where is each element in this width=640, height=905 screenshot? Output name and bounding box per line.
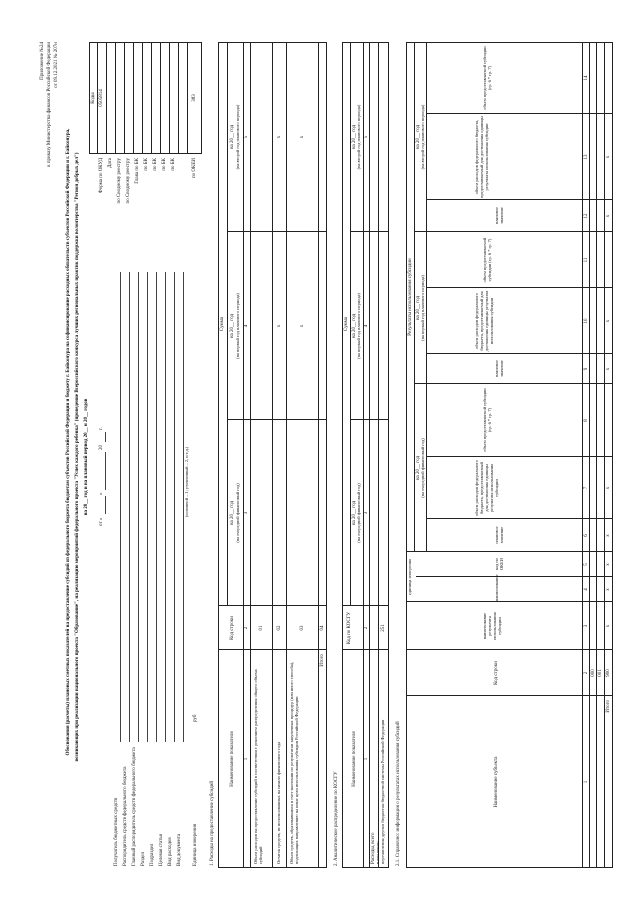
s1-header-y1: на 20__ год bbox=[230, 500, 235, 526]
s2-colnum: 2 bbox=[364, 626, 369, 630]
s3-header-group: Результаты использования субсидии bbox=[408, 258, 413, 336]
s2-total-label: Расходы, всего bbox=[371, 832, 376, 864]
s3-total-x: x bbox=[606, 319, 611, 323]
s3-header-result-name: наименование результата использования субсидии bbox=[482, 612, 503, 640]
s2-header-y1-sub: (на очередной финансовый год) bbox=[356, 483, 361, 543]
date-year-suffix: г. bbox=[99, 427, 104, 430]
s3-header-plan: плановое значение bbox=[494, 206, 505, 225]
code-label-bk-1: по БК bbox=[144, 158, 149, 171]
s1-colnum: 1 bbox=[244, 757, 249, 761]
s3-colnum: 6 bbox=[584, 534, 589, 537]
doc-type-hint: (основной – 1; уточненный – 2, и т.д.) bbox=[184, 446, 189, 518]
s3-total-label: Итого bbox=[606, 700, 611, 713]
annex-line-2: к приказу Министерства финансов Российской Федерации bbox=[47, 42, 52, 167]
s3-header-volume-fed: объем расходов федерального бюджета, предоставляемый для достижения единицы результата использования субсидии bbox=[474, 460, 500, 516]
code-value-okei: 383 bbox=[192, 94, 197, 102]
title-line-2: возникающих при реализации национального проекта "Образование", на реализацию мероприятий федерального проекта "Успех каждого ребенка" (проведение Всероссийского конкурса лучших региональных практик поддержки волонтерства "Регион добрых дел") bbox=[75, 152, 80, 762]
s1-header-name: Наименование показателя bbox=[230, 731, 235, 787]
s3-colnum: 1 bbox=[584, 780, 589, 784]
s2-row-name: перечисления другим бюджетам бюджетной системы Российской Федерации bbox=[380, 719, 385, 864]
s2-header-y2-sub: (на первый год планового периода) bbox=[356, 293, 361, 359]
title-line-1: Обоснования (расчеты) плановых сметных показателей на предоставление субсидий из федерального бюджета бюджетам субъектов Российской Федерации и бюджету г. Байконура на софинансирование расходных обязательств субъектов Российской Федерации и г. Байконура, bbox=[66, 128, 71, 756]
s1-total-label: Итого bbox=[320, 654, 325, 667]
s3-row-code: 000 bbox=[591, 669, 596, 677]
s3-total-x: x bbox=[606, 486, 611, 490]
s3-total-x: x bbox=[606, 624, 611, 628]
s3-total-x: x bbox=[606, 367, 611, 371]
s3-header-volume-fed: объем расходов федерального бюджета, предоставляемый для достижения единицы результата использования субсидии bbox=[474, 116, 490, 198]
s1-row-name: Объем расходов на предоставление субсидий в соответствии с решением распределения общего объема субсидий bbox=[253, 669, 264, 864]
s3-colnum: 9 bbox=[584, 367, 589, 371]
s2-colnum: 5 bbox=[364, 135, 369, 139]
s3-header-y3-sub: (на второй год планового периода) bbox=[420, 104, 425, 170]
s1-cell-x: x bbox=[277, 324, 282, 328]
s3-header-unit-code: код по ОКЕИ bbox=[494, 558, 505, 570]
s3-colnum: 10 bbox=[584, 318, 589, 324]
s1-row-name: Объем средств, образовавшихся в счет экономии по результатам закупочных процедур (или иного способа), подлежащих направлению на иные цели использования субсидии Российской Федерации bbox=[289, 661, 300, 864]
s3-header-plan: плановое значение bbox=[494, 526, 505, 544]
s1-colnum: 4 bbox=[244, 324, 249, 328]
s3-header-volume-fed: объем расходов федерального бюджета, предоставляемый для достижения единицы результата использования субсидии bbox=[474, 290, 495, 352]
s1-header-code: Код строки bbox=[230, 616, 235, 640]
annex-line-3: от 09.12.2021 № 207н bbox=[54, 42, 59, 88]
date-year: 20 bbox=[99, 445, 104, 450]
s2-header-y1: на 20__ год bbox=[352, 500, 357, 526]
s3-header-y1: на 20__ год bbox=[416, 455, 421, 481]
date-prefix: от « bbox=[99, 517, 104, 526]
s2-including: в том числе: bbox=[375, 841, 380, 864]
s3-colnum: 5 bbox=[584, 563, 589, 566]
s2-colnum: 1 bbox=[364, 757, 369, 761]
code-label-date: Дата bbox=[108, 158, 113, 168]
code-label-registry-1: по Сводному реестру bbox=[117, 158, 122, 204]
s1-header-y1-sub: (на очередной финансовый год) bbox=[235, 483, 240, 543]
s2-header-y2: на 20__ год bbox=[352, 313, 357, 339]
codes-header: Коды bbox=[91, 92, 96, 104]
s1-colnum: 5 bbox=[244, 135, 249, 139]
field-section: Раздел bbox=[141, 851, 146, 866]
s3-header-volume-subsidy: объем предоставляемой субсидии (гр. 6 * гр. 7) bbox=[482, 237, 493, 283]
s3-total-x: x bbox=[606, 214, 611, 218]
s1-colnum: 3 bbox=[244, 511, 249, 515]
s1-row-code: 03 bbox=[300, 625, 305, 631]
s3-colnum: 11 bbox=[584, 257, 589, 263]
s2-header-sum: Сумма bbox=[344, 316, 349, 332]
s3-header-y2-sub: (на первый год планового периода) bbox=[420, 275, 425, 341]
s3-total-x: x bbox=[606, 588, 611, 591]
code-label-chapter: Глава по БК bbox=[135, 158, 140, 184]
s1-colnum: 2 bbox=[244, 626, 249, 630]
annex-line-1: Приложение №24 bbox=[40, 42, 45, 80]
s3-colnum: 3 bbox=[584, 624, 589, 628]
code-label-bk-4: по БК bbox=[171, 158, 176, 171]
s1-row-name: Остаток средств, не использованных на начало финансового года bbox=[276, 741, 281, 864]
date-mid: » bbox=[99, 492, 104, 495]
s1-row-code: 01 bbox=[259, 625, 264, 631]
s3-header-unit: единица измерения bbox=[407, 558, 412, 596]
title-line-3: на 20__ год и на плановый период 20__ и 20__ годов bbox=[84, 398, 89, 516]
s2-row-code: 251 bbox=[381, 624, 386, 632]
s3-header-volume-subsidy: объем предоставляемой субсидии (гр. 6 * гр. 7) bbox=[482, 46, 493, 110]
s1-cell-x: x bbox=[300, 324, 305, 328]
section1-title: 1. Расходы на предоставление субсидий bbox=[210, 780, 215, 866]
s1-header-y2-sub: (на первый год планового периода) bbox=[235, 293, 240, 359]
code-label-registry-2: по Сводному реестру bbox=[126, 158, 131, 204]
s3-total-x: x bbox=[606, 563, 611, 566]
s3-colnum: 13 bbox=[584, 154, 589, 160]
field-target-article: Целевая статья bbox=[159, 834, 164, 866]
s2-colnum: 4 bbox=[364, 324, 369, 328]
s3-total-x: x bbox=[606, 155, 611, 159]
s3-colnum: 14 bbox=[584, 75, 589, 81]
s1-header-y3-sub: (на второй год планового периода) bbox=[235, 104, 240, 170]
code-value-okud: 0505814 bbox=[99, 89, 104, 107]
field-recipient: Получатель бюджетных средств bbox=[114, 797, 119, 866]
s3-header-plan: плановое значение bbox=[494, 359, 505, 378]
s1-total-code: 04 bbox=[320, 625, 325, 631]
s3-total-code: 900 bbox=[606, 669, 611, 677]
field-expense-type: Вид расходов bbox=[168, 837, 173, 866]
s3-header-unit-name: наименование bbox=[494, 574, 499, 601]
field-subsection: Подраздел bbox=[150, 843, 155, 866]
unit-value: руб bbox=[193, 714, 198, 722]
s3-header-y1-sub: (на очередной финансовый год) bbox=[420, 438, 425, 498]
s3-colnum: 4 bbox=[584, 588, 589, 591]
field-doc-type: Вид документа bbox=[177, 833, 182, 866]
s3-colnum: 12 bbox=[584, 213, 589, 219]
s3-header-code: Код строки bbox=[494, 661, 499, 685]
code-label-bk-2: по БК bbox=[153, 158, 158, 171]
field-chief-manager: Главный распорядитель средств федерального бюджета bbox=[132, 747, 137, 866]
s3-colnum: 8 bbox=[584, 419, 589, 422]
s3-colnum: 2 bbox=[584, 671, 589, 675]
section2-title: 2. Аналитическое распределение по КОСГУ bbox=[334, 771, 339, 866]
s2-header-code: Код по КОСГУ bbox=[347, 611, 352, 645]
s3-colnum: 7 bbox=[584, 486, 589, 490]
s1-header-y3: на 20__ год bbox=[230, 124, 235, 150]
s1-cell-x: x bbox=[300, 135, 305, 139]
s2-header-y3: на 20__ год bbox=[352, 124, 357, 150]
s2-colnum: 3 bbox=[364, 511, 369, 515]
field-unit: Единица измерения bbox=[193, 823, 198, 866]
s3-row-code: 001 bbox=[598, 669, 603, 677]
s1-row-code: 02 bbox=[277, 625, 282, 631]
s3-header-recipient: Наименование субъекта bbox=[494, 756, 499, 808]
s3-header-y3: на 20__ год bbox=[416, 124, 421, 150]
s3-header-volume-subsidy: объем предоставляемой субсидии (гр. 6 * гр. 7) bbox=[482, 388, 493, 452]
code-label-okei: по ОКЕИ bbox=[192, 158, 197, 179]
s3-header-y2: на 20__ год bbox=[416, 295, 421, 321]
code-label-bk-3: по БК bbox=[162, 158, 167, 171]
s2-header-name: Наименование показателя bbox=[352, 731, 357, 787]
code-label-okud: Форма по ОКУД bbox=[99, 158, 104, 194]
s2-header-y3-sub: (на второй год планового периода) bbox=[356, 104, 361, 170]
s1-header-y2: на 20__ год bbox=[230, 313, 235, 339]
section3-title: 2.1. Справочно: информация о результатах использования субсидий bbox=[396, 721, 401, 866]
s3-total-x: x bbox=[606, 534, 611, 537]
s1-cell-x: x bbox=[277, 135, 282, 139]
rotated-form bbox=[34, 32, 624, 872]
s1-header-sum: Сумма bbox=[220, 316, 225, 332]
field-manager: Распорядитель средств федерального бюджета bbox=[123, 766, 128, 866]
